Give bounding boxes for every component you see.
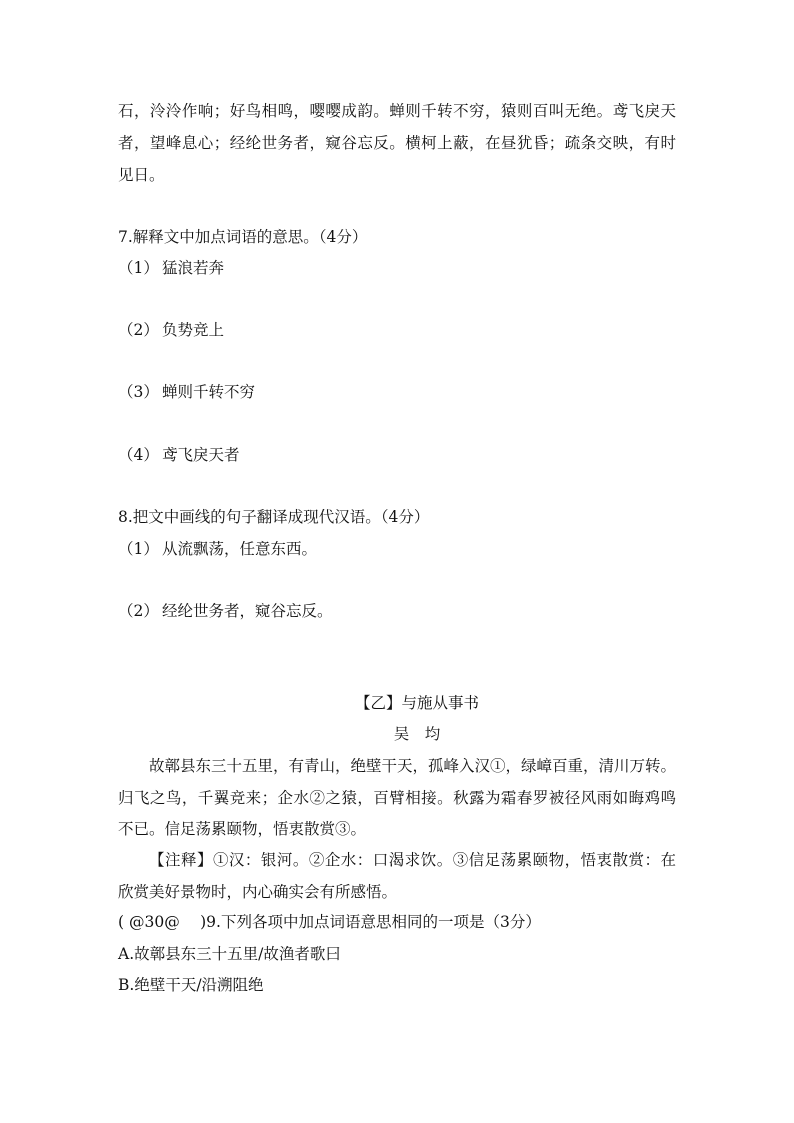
passage-author: 吴 均	[393, 725, 441, 743]
question-9-option-a: A.故鄣县东三十五里/故渔者歌曰	[118, 945, 341, 963]
item-text: 经纶世务者，窥谷忘反。	[162, 602, 333, 620]
question-9-option-b: B.绝壁干天/沿溯阻绝	[118, 976, 264, 994]
item-text: 从流飘荡，任意东西。	[162, 540, 318, 558]
passage-line: 归飞之鸟，千翼竞来；企水②之猿，百臂相接。秋露为霜春罗被径风雨如晦鸡鸣	[118, 789, 676, 807]
passage-line: 故鄣县东三十五里，有青山，绝壁干天，孤峰入汉①，绿嶂百重，清川万转。	[149, 757, 677, 775]
passage-title: 【乙】与施从事书	[354, 694, 479, 712]
item-text: 鸢飞戾天者	[162, 446, 240, 464]
question-9-stem: ( @30@ )9.下列各项中加点词语意思相同的一项是（3分）	[118, 913, 541, 931]
passage-line: 见日。	[118, 166, 165, 184]
passage-line: 石，泠泠作响；好鸟相鸣，嘤嘤成韵。蝉则千转不穷，猿则百叫无绝。鸢飞戾天	[118, 102, 676, 120]
passage-line: 者，望峰息心；经纶世务者，窥谷忘反。横柯上蔽，在昼犹昏；疏条交映，有时	[118, 134, 676, 152]
note-text: ①汉：银河。②企水：口渴求饮。③信足荡累颐物，悟衷散赏：在	[212, 851, 676, 869]
question-7-stem: 7.解释文中加点词语的意思。（4分）	[118, 228, 368, 246]
item-number: （1）	[118, 540, 159, 558]
item-number: （1）	[118, 259, 159, 277]
item-text: 猛浪若奔	[162, 259, 225, 277]
passage-line: 不已。信足荡累颐物，悟衷散赏③。	[118, 820, 367, 838]
item-number: （2）	[118, 321, 159, 339]
question-7-item-1	[118, 261, 676, 277]
question-8-item-2	[118, 604, 676, 620]
item-number: （3）	[118, 383, 159, 401]
note-label: 【注释】	[149, 851, 213, 869]
item-number: （4）	[118, 446, 159, 464]
item-text: 蝉则千转不穷	[162, 383, 256, 401]
item-text: 负势竞上	[162, 321, 225, 339]
question-8-item-1	[118, 542, 676, 558]
question-7-item-4	[118, 448, 676, 464]
passage-note	[118, 853, 676, 869]
passage-note-line: 欣赏美好景物时，内心确实会有所感悟。	[118, 883, 398, 901]
question-7-item-2	[118, 323, 676, 339]
item-number: （2）	[118, 602, 159, 620]
question-8-stem: 8.把文中画线的句子翻译成现代汉语。（4分）	[118, 508, 430, 526]
question-7-item-3	[118, 385, 676, 401]
